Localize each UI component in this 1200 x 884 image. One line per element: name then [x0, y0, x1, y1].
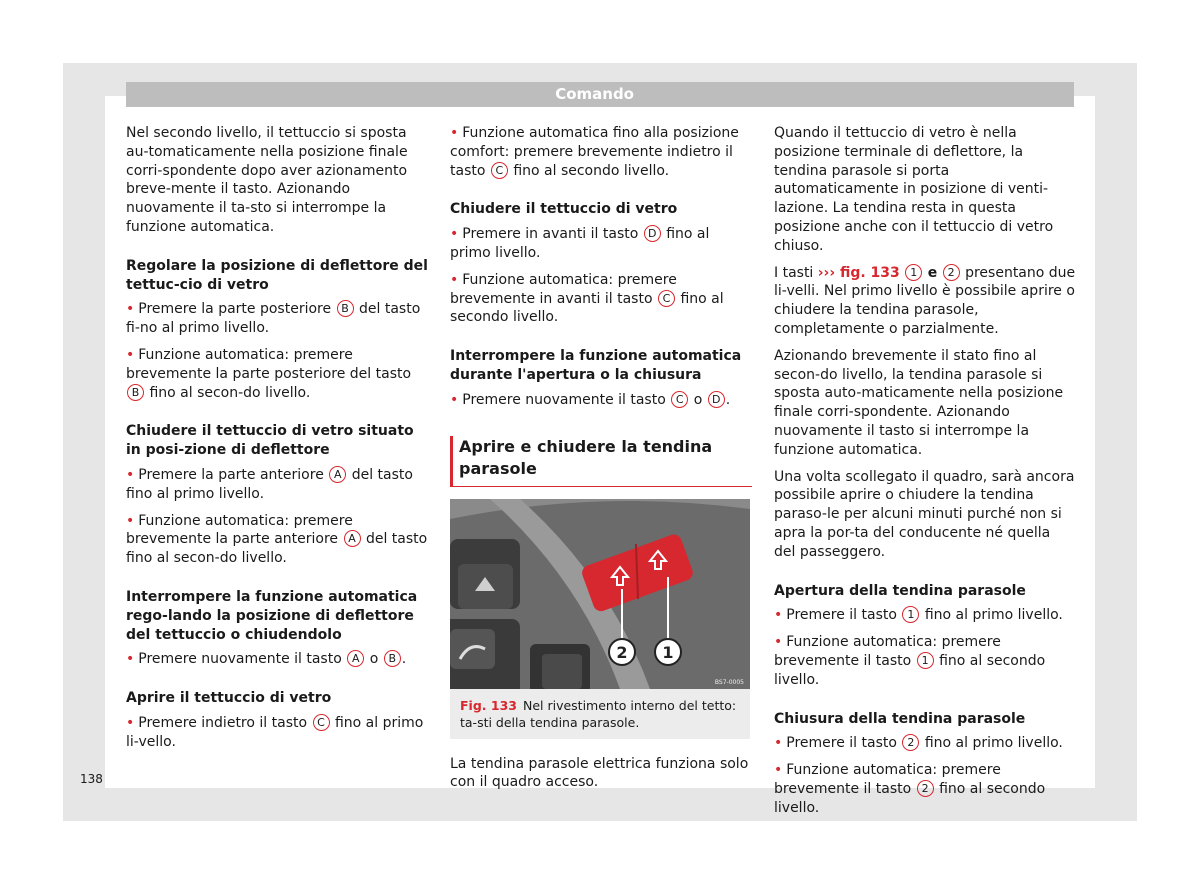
paragraph: Azionando brevemente il stato fino al secon-do livello, la tendina parasole si sposta auto-maticamente nella posizione finale corri-spondente. Azionando nuovamente il tasto si interrompe la funzione automatica.	[774, 347, 1064, 458]
bullet-icon: •	[126, 714, 135, 731]
key-c-badge: C	[658, 290, 675, 307]
bullet-icon: •	[450, 391, 459, 408]
paragraph: La tendina parasole elettrica funziona solo con il quadro acceso.	[450, 755, 749, 791]
bullet-icon: •	[126, 346, 135, 363]
figure-code: BS7-0005	[714, 678, 744, 686]
header-title: Comando	[555, 85, 634, 103]
bullet-icon: •	[774, 735, 783, 752]
list-item: • Premere in avanti il tasto D fino al primo livello.	[450, 226, 710, 261]
key-2-badge: 2	[943, 264, 960, 281]
callout-1-label: 1	[662, 642, 674, 662]
key-a-badge: A	[329, 466, 346, 483]
list-item: • Funzione automatica: premere brevemente il tasto 2 fino al secondo livello.	[774, 762, 1046, 816]
subheading: Interrompere la funzione automatica durante l'apertura o la chiusura	[450, 348, 742, 383]
list-item: • Premere nuovamente il tasto A o B .	[126, 651, 407, 668]
bullet-icon: •	[126, 512, 135, 529]
list-item: • Funzione automatica: premere brevemente la parte posteriore del tasto B fino al secon-do livello.	[126, 346, 412, 401]
column-1	[126, 124, 428, 760]
subheading: Chiusura della tendina parasole	[774, 710, 1026, 727]
key-b-badge: B	[127, 384, 144, 401]
key-a-badge: A	[344, 530, 361, 547]
key-b-badge: B	[337, 300, 354, 317]
bullet-icon: •	[774, 607, 783, 624]
list-item: • Funzione automatica fino alla posizione comfort: premere brevemente indietro il tasto C fino al secondo livello.	[450, 125, 739, 179]
subheading: Aprire il tettuccio di vetro	[126, 690, 332, 707]
figure-caption: Fig. 133 Nel rivestimento interno del tetto: ta-sti della tendina parasole.	[450, 689, 750, 739]
key-2-badge: 2	[902, 734, 919, 751]
section-header	[126, 82, 1074, 107]
subheading: Regolare la posizione di deflettore del tettuc-cio di vetro	[126, 257, 428, 293]
subheading: Interrompere la funzione automatica rego-lando la posizione di deflettore del tettuccio o chiudendolo	[126, 588, 418, 643]
callout-2-label: 2	[616, 642, 628, 662]
paragraph: Nel secondo livello, il tettuccio si sposta au-tomaticamente nella posizione finale corri-spondente dopo aver azionamento breve-mente il tasto. Azionando nuovamente il ta-sto si interrompe la funzione automatica.	[126, 125, 408, 235]
bullet-icon: •	[126, 651, 135, 668]
figure-reference-link[interactable]: ››› fig. 133	[817, 264, 900, 281]
bullet-icon: •	[450, 125, 459, 141]
key-c-badge: C	[313, 714, 330, 731]
bullet-icon: •	[450, 226, 459, 243]
section-title: Aprire e chiudere la tendina parasole	[450, 436, 752, 487]
key-d-badge: D	[644, 225, 661, 242]
bullet-icon: •	[774, 762, 783, 779]
figure-label: Fig. 133	[460, 697, 517, 713]
page-number: 138	[80, 772, 103, 786]
figure-image	[450, 499, 750, 689]
paragraph: Quando il tettuccio di vetro è nella posizione terminale di deflettore, la tendina parasole si porta automaticamente in posizione di venti-lazione. La tendina resta in questa posizione anche con il tettuccio di vetro chiuso.	[774, 125, 1054, 254]
paragraph: I tasti ››› fig. 133 1 e 2 presentano due li-velli. Nel primo livello è possibile aprire o chiudere la tendina parasole, completamente o parzialmente.	[774, 264, 1076, 337]
list-item: • Funzione automatica: premere brevemente in avanti il tasto C fino al secondo livello.	[450, 271, 724, 326]
subheading: Chiudere il tettuccio di vetro situato in posi-zione di deflettore	[126, 423, 414, 459]
key-2-badge: 2	[917, 780, 934, 797]
paragraph: Una volta scollegato il quadro, sarà ancora possibile aprire o chiudere la tendina paraso-le per alcuni minuti purché non si apra la por-ta del conducente né quella del passeggero.	[774, 468, 1075, 560]
list-item: • Premere nuovamente il tasto C o D .	[450, 391, 731, 408]
list-item: • Premere la parte posteriore B del tasto fi-no al primo livello.	[126, 301, 421, 337]
bullet-icon: •	[774, 634, 783, 651]
bullet-icon: •	[126, 466, 135, 483]
column-2	[450, 124, 752, 800]
list-item: • Premere il tasto 2 fino al primo livello.	[774, 735, 1063, 752]
key-1-badge: 1	[902, 606, 919, 623]
roof-console-illustration	[450, 499, 750, 689]
list-item: • Premere il tasto 1 fino al primo livello.	[774, 607, 1063, 624]
subheading: Apertura della tendina parasole	[774, 582, 1026, 599]
bullet-icon: •	[126, 301, 135, 318]
list-item: • Premere la parte anteriore A del tasto fino al primo livello.	[126, 466, 413, 502]
list-item: • Premere indietro il tasto C fino al primo li-vello.	[126, 714, 424, 750]
key-1-badge: 1	[905, 264, 922, 281]
key-1-badge: 1	[917, 652, 934, 669]
bullet-icon: •	[450, 271, 459, 288]
list-item: • Funzione automatica: premere brevemente il tasto 1 fino al secondo livello.	[774, 634, 1046, 688]
key-c-badge: C	[491, 162, 508, 179]
key-d-badge: D	[708, 391, 725, 408]
key-a-badge: A	[347, 650, 364, 667]
key-c-badge: C	[671, 391, 688, 408]
column-3	[774, 124, 1076, 826]
key-b-badge: B	[384, 650, 401, 667]
list-item: • Funzione automatica: premere brevemente la parte anteriore A del tasto fino al secon-do livello.	[126, 512, 428, 567]
subheading: Chiudere il tettuccio di vetro	[450, 201, 678, 218]
